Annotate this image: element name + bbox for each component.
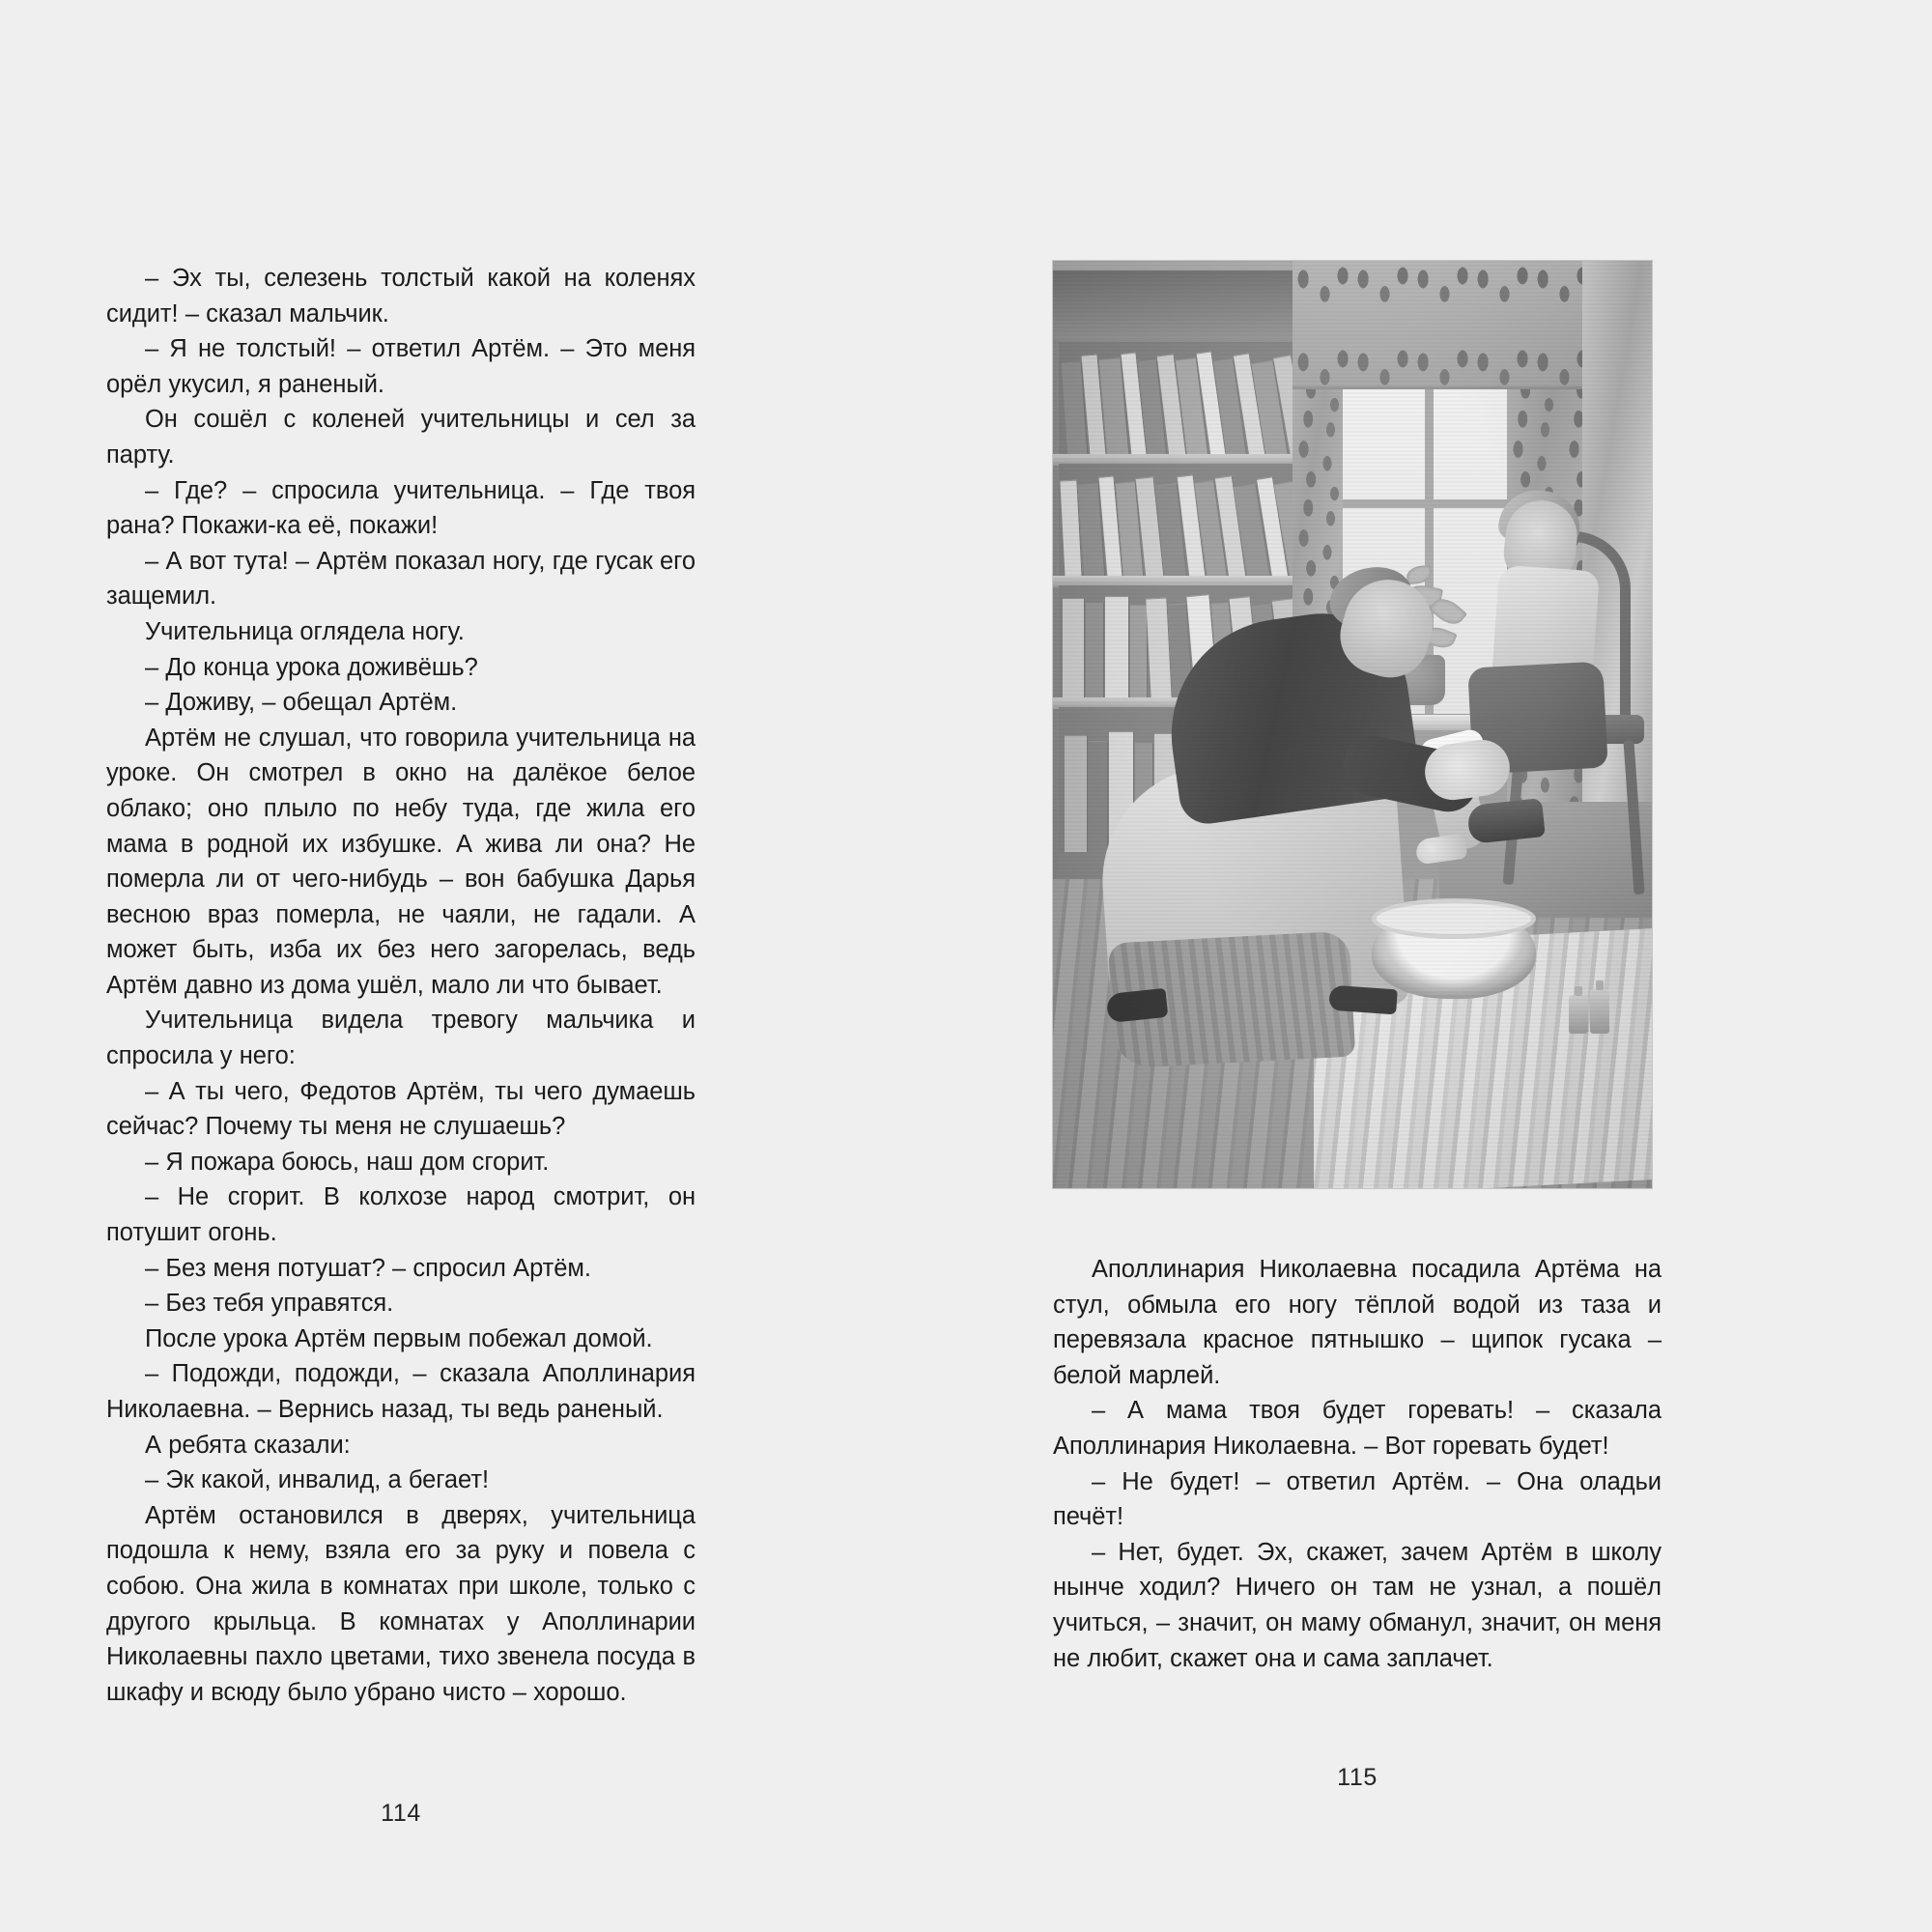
paragraph: – Нет, будет. Эх, скажет, зачем Артём в школу нынче ходил? Ничего он там не узнал, а пошёл учиться, – значит, он маму обманул, значит, он меня не любит, скажет она и сама заплачет. bbox=[1053, 1538, 1662, 1672]
paragraph: – А вот тута! – Артём показал ногу, где гусак его защемил. bbox=[106, 547, 696, 611]
paragraph: – Эх ты, селезень толстый какой на коленях сидит! – сказал мальчик. bbox=[106, 265, 696, 327]
left-page-text-column bbox=[106, 261, 696, 1710]
paragraph: – Без тебя управятся. bbox=[145, 1290, 394, 1318]
bookshelf-row bbox=[1059, 464, 1308, 578]
page-number-left: 114 bbox=[381, 1800, 421, 1828]
paragraph: – Не сгорит. В колхозе народ смотрит, он потушит огонь. bbox=[106, 1183, 696, 1247]
paragraph: Он сошёл с коленей учительницы и сел за парту. bbox=[106, 406, 696, 469]
paragraph: – Подожди, подожди, – сказала Аполлинария Николаевна. – Вернись назад, ты ведь раненый. bbox=[106, 1360, 696, 1423]
illustration-canvas bbox=[1053, 261, 1652, 1188]
window-mullion-horizontal bbox=[1338, 499, 1520, 508]
paragraph: – Доживу, – обещал Артём. bbox=[145, 689, 458, 717]
paragraph: Артём не слушал, что говорила учительница на уроке. Он смотрел в окно на далёкое белое облако; оно плыло по небу туда, где жила его мама в родной их избушке. А жива ли она? Не померла ли от чего-нибудь – вон бабушка Дарья весною враз померла, не чаяли, не гадали. А может быть, изба их без него загорелась, ведь Артём давно из дома ушёл, мало ли что бывает. bbox=[106, 724, 696, 999]
wash-basin-rim bbox=[1372, 898, 1536, 939]
paragraph: – Не будет! – ответил Артём. – Она оладьи печёт! bbox=[1053, 1467, 1662, 1531]
paragraph: Учительница оглядела ногу. bbox=[145, 617, 465, 645]
paragraph: – Эк какой, инвалид, а бегает! bbox=[145, 1466, 490, 1494]
paragraph: – Я не толстый! – ответил Артём. – Это меня орёл укусил, я раненый. bbox=[106, 335, 696, 398]
paragraph: Учительница видела тревогу мальчика и спросила у него: bbox=[106, 1007, 696, 1070]
paragraph: – А ты чего, Федотов Артём, ты чего думаешь сейчас? Почему ты меня не слушаешь? bbox=[106, 1077, 696, 1141]
illustration-text-gap bbox=[1053, 1188, 1768, 1252]
paragraph: Артём остановился в дверях, учительница подошла к нему, взяла его за руку и повела с собою. Она жила в комнатах при школе, только с другого крыльца. В комнатах у Аполлинарии Николаевны пахло цветами, тихо звенела посуда в шкафу и всюду было убрано чисто – хорошо. bbox=[106, 1501, 696, 1706]
paragraph: – А мама твоя будет горевать! – сказала Аполлинария Николаевна. – Вот горевать будет! bbox=[1053, 1397, 1662, 1460]
right-page-text-column bbox=[1053, 1252, 1662, 1676]
right-page bbox=[1053, 261, 1768, 1792]
bookcase-top bbox=[1053, 270, 1314, 340]
paragraph: А ребята сказали: bbox=[145, 1431, 351, 1459]
paragraph: – Я пожара боюсь, наш дом сгорит. bbox=[145, 1148, 550, 1176]
paragraph: – До конца урока доживёшь? bbox=[145, 653, 478, 681]
left-page bbox=[106, 261, 821, 1828]
paragraph: – Без меня потушат? – спросил Артём. bbox=[145, 1254, 591, 1282]
page-number-right: 115 bbox=[1337, 1764, 1378, 1792]
illustration-teacher-washing-boys-foot bbox=[1053, 261, 1652, 1188]
paragraph: Аполлинария Николаевна посадила Артёма на стул, обмыла его ногу тёплой водой из таза и перевязала красное пятнышко – щипок гусака – белой марлей. bbox=[1053, 1256, 1662, 1389]
paragraph: – Где? – спросила учительница. – Где твоя рана? Покажи-ка её, покажи! bbox=[106, 476, 696, 540]
boy-shoe bbox=[1466, 798, 1546, 844]
paragraph: После урока Артём первым побежал домой. bbox=[145, 1324, 653, 1352]
bookshelf-row bbox=[1059, 342, 1308, 456]
